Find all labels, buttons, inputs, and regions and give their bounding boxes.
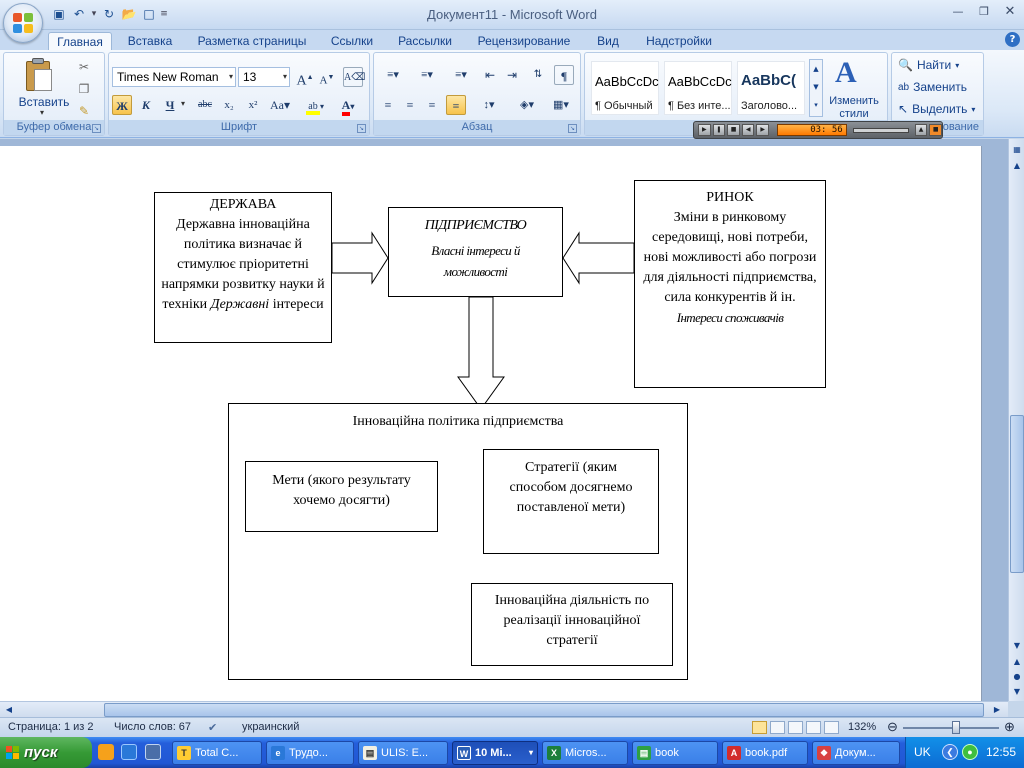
arrow-enterprise-to-policy (458, 297, 504, 409)
status-bar (0, 717, 1024, 737)
goals-box (245, 461, 438, 532)
font-group-label: Шрифт (109, 120, 369, 135)
taskbar-button-label: Докум... (835, 747, 876, 759)
decrease-indent-icon[interactable]: ⇤ (484, 68, 496, 82)
taskbar-word-group[interactable] (452, 741, 538, 765)
font-group (108, 52, 370, 136)
tab-review[interactable]: Рецензирование (477, 34, 571, 48)
save-icon[interactable]: ▣ (53, 7, 65, 21)
clock[interactable]: 12:55 (986, 745, 1017, 759)
enterprise-title: ПІДПРИЄМСТВО (424, 218, 527, 233)
arrow-state-to-enterprise (332, 233, 388, 283)
style-normal[interactable] (591, 61, 659, 115)
system-tray (905, 737, 1024, 768)
style-sample: AaBbCcDc (595, 74, 659, 89)
document-area (0, 139, 1008, 701)
underline-button[interactable]: Ч (165, 98, 175, 112)
page-count[interactable]: Страница: 1 из 2 (8, 721, 94, 733)
play-icon[interactable]: ▶ (698, 124, 711, 136)
total-commander-icon: T (177, 746, 191, 760)
line-spacing-icon[interactable]: ↕▾ (483, 99, 495, 111)
draft-view-icon[interactable] (824, 721, 839, 734)
taskbar-button-label: book.pdf (745, 747, 788, 759)
ribbon-tabs (0, 30, 1024, 50)
copy-icon[interactable]: ❐ (78, 82, 90, 96)
word-count[interactable]: Число слов: 67 (114, 721, 192, 733)
bold-button[interactable]: Ж (112, 95, 132, 115)
stop-icon[interactable]: ■ (727, 124, 740, 136)
replace-button[interactable] (898, 80, 967, 94)
taskbar-microsoft[interactable] (542, 741, 628, 765)
internet-explorer-icon: e (271, 746, 285, 760)
sort-icon[interactable]: ⇅ (533, 69, 543, 80)
format-painter-icon[interactable]: ✎ (78, 104, 90, 118)
tab-insert[interactable]: Вставка (127, 34, 173, 48)
find-button[interactable] (898, 58, 959, 72)
minimize-button[interactable]: — (952, 5, 964, 18)
horizontal-scrollbar[interactable] (0, 701, 1008, 717)
select-icon: ↖ (898, 102, 909, 116)
taskbar-button-label: ULIS: E... (381, 747, 429, 759)
tab-references[interactable]: Ссылки (330, 34, 374, 48)
increase-indent-icon[interactable]: ⇥ (506, 68, 518, 82)
taskbar-button-label: Total C... (195, 747, 239, 759)
strategies-box (483, 449, 659, 554)
eject-icon[interactable]: ▲ (915, 124, 928, 136)
taskbar-button-label: book (655, 747, 679, 759)
paragraph-launcher-icon[interactable]: ↘ (569, 125, 576, 132)
replace-icon: ab (898, 81, 910, 93)
start-button[interactable] (0, 737, 92, 768)
underline-dropdown-icon[interactable]: ▾ (181, 99, 186, 108)
state-title: ДЕРЖАВА (209, 197, 277, 212)
office-logo-icon (13, 13, 33, 33)
outline-view-icon[interactable] (806, 721, 821, 734)
zoom-in-icon[interactable]: ⊕ (1004, 719, 1015, 734)
change-case-button[interactable]: Aa▾ (269, 98, 291, 112)
previous-icon[interactable]: ◀ (742, 124, 755, 136)
cut-icon[interactable]: ✂ (78, 60, 90, 74)
state-box (154, 192, 332, 343)
tab-view[interactable]: Вид (597, 34, 619, 48)
change-styles-button[interactable]: Изменить стили (829, 95, 879, 120)
show-marks-icon[interactable]: ¶ (554, 65, 574, 85)
taskbar-button-label: Micros... (565, 747, 607, 759)
tray-expand-icon[interactable]: ❮ (942, 744, 958, 760)
paragraph-group-label: Абзац (374, 120, 580, 135)
style-heading[interactable] (737, 61, 805, 115)
undo-icon[interactable]: ↶ (73, 7, 85, 21)
align-left-icon[interactable]: ≡ (384, 98, 392, 112)
scroll-right-icon[interactable]: ▶ (993, 705, 1001, 714)
tab-page-layout[interactable]: Разметка страницы (197, 34, 307, 48)
styles-scroll[interactable]: ▲ ▼ ▾ (809, 59, 823, 117)
taskbar-document[interactable] (812, 741, 900, 765)
player-menu-icon[interactable]: ■ (929, 124, 942, 136)
change-styles-icon[interactable]: A (835, 56, 857, 89)
zoom-level[interactable]: 132% (848, 721, 877, 733)
select-label: Выделить (912, 102, 968, 116)
title-bar (0, 0, 1024, 30)
document-viewer-icon: ❖ (817, 746, 831, 760)
pdf-icon: A (727, 746, 741, 760)
enterprise-box (388, 207, 563, 297)
tab-addins[interactable]: Надстройки (646, 34, 712, 48)
open-icon[interactable]: 📂 (121, 7, 137, 21)
avast-icon[interactable] (98, 744, 114, 760)
volume-slider[interactable] (853, 128, 909, 133)
market-text: Зміни в ринковому середовищі, нові потреби, нові можливості або погрози для діяльності підприємства, сила конкурентів й ін. (643, 210, 817, 305)
style-sample: AaBbC( (741, 72, 796, 89)
shrink-font-button[interactable]: A▼ (319, 73, 335, 87)
clear-formatting-icon[interactable]: A⌫ (343, 67, 363, 87)
paste-button[interactable]: Вставить (18, 95, 70, 109)
align-center-icon[interactable]: ≡ (406, 98, 414, 112)
arrow-market-to-enterprise (563, 233, 634, 283)
paragraph-group (373, 52, 581, 136)
grow-font-button[interactable]: A▲ (296, 73, 314, 89)
scroll-left-icon[interactable]: ◀ (5, 705, 13, 714)
book-reader-icon: ▤ (637, 746, 651, 760)
style-sample: AaBbCcDc (668, 74, 732, 89)
market-title: РИНОК (706, 190, 754, 205)
word-icon: W (457, 746, 471, 760)
scroll-up-icon[interactable]: ▲ (1013, 161, 1021, 170)
activity-text: Інноваційна діяльність по реалізації інноваційної стратегії (494, 593, 650, 648)
taskbar-button-label: Трудо... (289, 747, 328, 759)
select-dropdown-icon[interactable]: ▾ (971, 104, 976, 114)
find-dropdown-icon[interactable]: ▾ (955, 60, 960, 70)
office-button[interactable] (3, 3, 43, 43)
help-icon[interactable]: ? (1005, 32, 1020, 47)
replace-label: Заменить (913, 80, 968, 94)
justify-icon[interactable]: ≡ (446, 95, 466, 115)
policy-title: Інноваційна політика підприємства (352, 414, 564, 429)
style-no-spacing[interactable] (664, 61, 732, 115)
font-size-dropdown-icon[interactable]: ▾ (282, 72, 287, 81)
new-icon[interactable]: □ (143, 7, 155, 21)
window-title: Документ11 - Microsoft Word (427, 7, 597, 22)
strikethrough-button[interactable]: abc (198, 99, 212, 110)
group-dropdown-icon: ▾ (528, 748, 533, 757)
previous-page-icon[interactable]: ▲ (1013, 657, 1021, 666)
clipboard-group (3, 52, 105, 136)
enterprise-subtitle: Власні інтереси й можливості (431, 243, 520, 279)
web-layout-icon[interactable] (788, 721, 803, 734)
internet-explorer-icon[interactable] (121, 744, 137, 760)
zoom-out-icon[interactable]: ⊖ (887, 719, 898, 734)
superscript-button[interactable]: x² (248, 99, 258, 111)
language-indicator[interactable]: украинский (242, 721, 300, 733)
borders-icon[interactable]: ▦▾ (553, 99, 569, 111)
select-browse-object-icon[interactable]: ● (1013, 672, 1021, 681)
media-player-bar (693, 121, 943, 139)
zoom-slider-thumb[interactable] (952, 721, 960, 734)
font-size-combo[interactable] (238, 67, 290, 87)
paste-icon[interactable] (24, 57, 54, 93)
scroll-down-icon[interactable]: ▼ (1013, 641, 1021, 650)
vertical-scrollbar[interactable] (1008, 139, 1024, 701)
close-button[interactable]: ✕ (1004, 4, 1016, 19)
customize-qat-icon[interactable]: ≡ (160, 9, 168, 19)
activity-box (471, 583, 673, 666)
pause-icon[interactable]: ❚ (713, 124, 726, 136)
state-italic: Державні (210, 297, 270, 312)
undo-dropdown-icon[interactable]: ▾ (91, 9, 97, 19)
state-text: Державна інноваційна політика визначає й стимулює пріоритетні напрямки розвитку науки й техніки (161, 217, 325, 312)
style-name: ¶ Обычный (595, 100, 653, 112)
font-color-button[interactable]: A▾ (333, 95, 363, 115)
bullets-icon[interactable]: ≡▾ (387, 69, 399, 81)
numbering-icon[interactable]: ≡▾ (421, 69, 433, 81)
tab-home[interactable]: Главная (48, 32, 112, 51)
market-italic: Інтереси споживачів (676, 310, 784, 325)
start-label: пуск (24, 744, 58, 761)
strategies-text: Стратегії (яким способом досягнемо поставленої мети) (509, 460, 633, 515)
highlight-color-button[interactable]: ab ▾ (301, 95, 329, 115)
font-name-combo[interactable] (112, 67, 236, 87)
network-status-icon[interactable]: ● (962, 744, 978, 760)
clipboard-launcher-icon[interactable]: ↘ (93, 125, 100, 132)
restore-button[interactable]: ❐ (979, 5, 989, 18)
align-right-icon[interactable]: ≡ (428, 98, 436, 112)
spelling-check-icon[interactable]: ✔ (208, 722, 218, 734)
multilevel-list-icon[interactable]: ≡▾ (455, 69, 467, 81)
horizontal-scroll-thumb[interactable] (104, 703, 984, 717)
language-bar[interactable]: UK (914, 745, 931, 759)
redo-icon[interactable]: ↻ (103, 7, 115, 21)
taskbar (0, 737, 1024, 768)
goals-text: Мети (якого результату хочемо досягти) (272, 473, 411, 508)
book-icon: ▤ (363, 746, 377, 760)
taskbar-book[interactable] (632, 741, 718, 765)
state-tail: інтереси (272, 297, 324, 312)
next-page-icon[interactable]: ▼ (1013, 687, 1021, 696)
taskbar-trudo[interactable] (266, 741, 354, 765)
clipboard-group-label: Буфер обмена (4, 120, 104, 135)
editing-group-label: ование (892, 120, 983, 135)
font-name-value: Times New Roman (117, 70, 219, 84)
show-desktop-icon[interactable] (145, 744, 161, 760)
zoom-slider[interactable] (903, 727, 999, 729)
full-screen-reading-icon[interactable] (770, 721, 785, 734)
vertical-scroll-thumb[interactable] (1010, 415, 1024, 573)
taskbar-ulis[interactable] (358, 741, 448, 765)
italic-button[interactable]: К (141, 98, 151, 112)
windows-flag-icon (6, 746, 20, 760)
excel-icon: X (547, 746, 561, 760)
subscript-button[interactable]: x₂ (224, 99, 234, 111)
shading-icon[interactable]: ◈▾ (520, 99, 534, 111)
style-name: Заголово... (741, 100, 798, 112)
taskbar-button-label: 10 Mi... (475, 747, 512, 759)
style-name: ¶ Без инте... (668, 100, 731, 112)
select-button[interactable] (898, 102, 975, 116)
font-launcher-icon[interactable]: ↘ (358, 125, 365, 132)
find-icon: 🔍 (898, 58, 913, 72)
find-label: Найти (916, 58, 952, 72)
font-name-dropdown-icon[interactable]: ▾ (228, 72, 233, 81)
taskbar-total-commander[interactable] (172, 741, 262, 765)
taskbar-book-pdf[interactable] (722, 741, 808, 765)
next-icon[interactable]: ▶ (756, 124, 769, 136)
print-layout-icon[interactable] (752, 721, 767, 734)
font-size-value: 13 (243, 70, 257, 84)
player-time: 03: 56 (777, 124, 847, 136)
market-box (634, 180, 826, 388)
document-page[interactable] (0, 146, 982, 701)
paste-dropdown-icon[interactable]: ▾ (40, 108, 45, 117)
tab-mailings[interactable]: Рассылки (398, 34, 452, 48)
ruler-toggle-icon[interactable]: ▦ (1013, 145, 1021, 154)
